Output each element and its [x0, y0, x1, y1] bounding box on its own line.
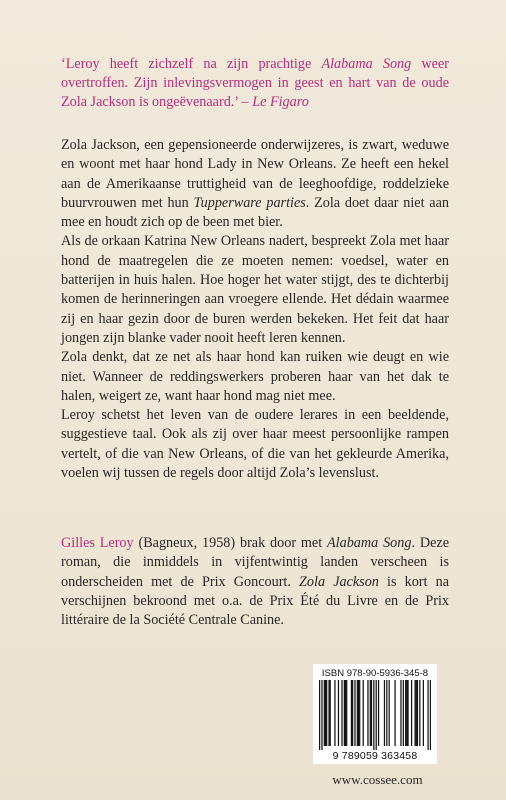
- barcode-bar: [351, 680, 352, 746]
- author-bio-text-2: . Deze roman, die inmiddels in vijfentwintig landen verscheen is onderscheiden met de Prix Goncourt.: [61, 535, 450, 590]
- barcode-bar: [325, 680, 326, 746]
- barcode-bar: [373, 680, 374, 750]
- barcode-bar: [405, 680, 406, 746]
- barcode-bar: [326, 680, 327, 746]
- barcode-bar: [384, 680, 385, 746]
- barcode-bar: [328, 680, 329, 746]
- barcode-bar: [358, 680, 359, 746]
- barcode-bar: [338, 680, 339, 746]
- barcode-digits: 9 789059 363458: [332, 750, 418, 762]
- blurb-paragraph-1-italic: Tupperware parties: [193, 194, 306, 211]
- barcode-image: [319, 680, 431, 750]
- barcode-bar: [416, 680, 417, 746]
- barcode-bar: [341, 680, 342, 746]
- author-bio-text-1: (Bagneux, 1958) brak door met: [133, 535, 328, 551]
- blurb-paragraph-2: Als de orkaan Katrina New Orleans nadert, bespreekt Zola met haar hond de maatregelen die ze moeten nemen: voedsel, water en batterijen in huis halen. Hoe hoger het water stijgt, des te dichterbij komen de herinneringen aan vroegere ellende. Het dédain waarmee zij en haar gezin door de buren werden bekeken. Het feit dat haar jongen zijn blanke vader nooit heeft leren kennen.: [61, 233, 449, 346]
- barcode-bar: [378, 680, 379, 746]
- author-bio-paragraph: [61, 534, 449, 630]
- barcode-bar: [411, 680, 412, 746]
- barcode-bar: [321, 680, 322, 750]
- barcode-bar: [370, 680, 371, 746]
- blurb: [61, 136, 449, 483]
- barcode-bar: [357, 680, 358, 746]
- barcode-bar: [344, 680, 345, 746]
- barcode-panel: [313, 664, 437, 764]
- barcode-bar: [430, 680, 431, 750]
- barcode-bar: [330, 680, 331, 746]
- barcode-bar: [414, 680, 415, 746]
- barcode-bar: [345, 680, 346, 746]
- barcode-bar: [423, 680, 424, 746]
- barcode-bar: [427, 680, 428, 750]
- author-bio-italic-2: Zola Jackson: [299, 573, 379, 590]
- barcode-bar: [403, 680, 404, 746]
- barcode-bar: [359, 680, 360, 746]
- blurb-paragraph-3: Zola denkt, dat ze net als haar hond kan ruiken wie deugt en wie niet. Wanneer de reddingswerkers proberen haar van het dak te halen, weigert ze, want haar hond mag niet mee.: [61, 349, 449, 404]
- barcode-bar: [354, 680, 355, 746]
- barcode-bar: [376, 680, 377, 750]
- blurb-paragraph-1-text-b: . Zola doet daar niet aan mee en houdt zich op de been met bier.: [61, 194, 449, 231]
- isbn-label: ISBN 978-90-5936-345-8: [321, 668, 429, 679]
- blurb-paragraph-1: [61, 136, 449, 232]
- press-quote: [61, 55, 449, 112]
- barcode-bar: [367, 680, 368, 746]
- barcode-bar: [406, 680, 407, 746]
- barcode-bar: [363, 680, 364, 746]
- barcode-bar: [386, 680, 387, 746]
- barcode-bar: [346, 680, 347, 746]
- barcode-bar: [407, 680, 408, 746]
- quote-text-1: ‘Leroy heeft zichzelf na zijn prachtige: [61, 56, 322, 72]
- barcode-bar: [352, 680, 353, 746]
- quote-book-title: Alabama Song: [321, 56, 412, 72]
- barcode-bar: [334, 680, 335, 746]
- quote-source: Le Figaro: [252, 94, 309, 110]
- author-name: Gilles Leroy: [61, 535, 134, 551]
- author-bio: [61, 534, 449, 630]
- barcode-bar: [319, 680, 320, 750]
- author-bio-text-3: is kort na verschijnen bekroond met o.a. de Prix Été du Livre en de Prix littéraire de la Société Centrale Canine.: [61, 573, 449, 629]
- barcode-bar: [400, 680, 401, 746]
- barcode-bar: [324, 680, 325, 746]
- blurb-paragraph-4: Leroy schetst het leven van de oudere lerares in een beeldende, suggestieve taal. Ook als zij over haar meest persoonlijke rampen vertelt, of die van New Orleans, of die van het gekleurde Amerika, voelen wij tussen de regels door altijd Zola’s levenslust.: [61, 407, 449, 482]
- barcode-bar: [371, 680, 372, 746]
- quote-text-2: weer overtroffen. Zijn inlevingsvermogen in geest en hart van de oude Zola Jackson is ongeëvenaard.’ –: [61, 56, 449, 110]
- barcode-bar: [389, 680, 390, 746]
- barcode-bar: [419, 680, 420, 746]
- barcode-bar: [417, 680, 418, 746]
- author-bio-italic-1: Alabama Song: [327, 535, 412, 551]
- barcode-bar: [394, 680, 395, 746]
- blurb-paragraph-1-text-a: Zola Jackson, een gepensioneerde onderwijzeres, is zwart, weduwe en woont met haar hond Lady in New Orleans. Ze heeft een hekel aan de Amerikaanse truttigheid van de leeghoofdige, roddelzieke buurvrouwen met hun: [61, 137, 449, 211]
- publisher-website: www.cossee.com: [332, 772, 423, 787]
